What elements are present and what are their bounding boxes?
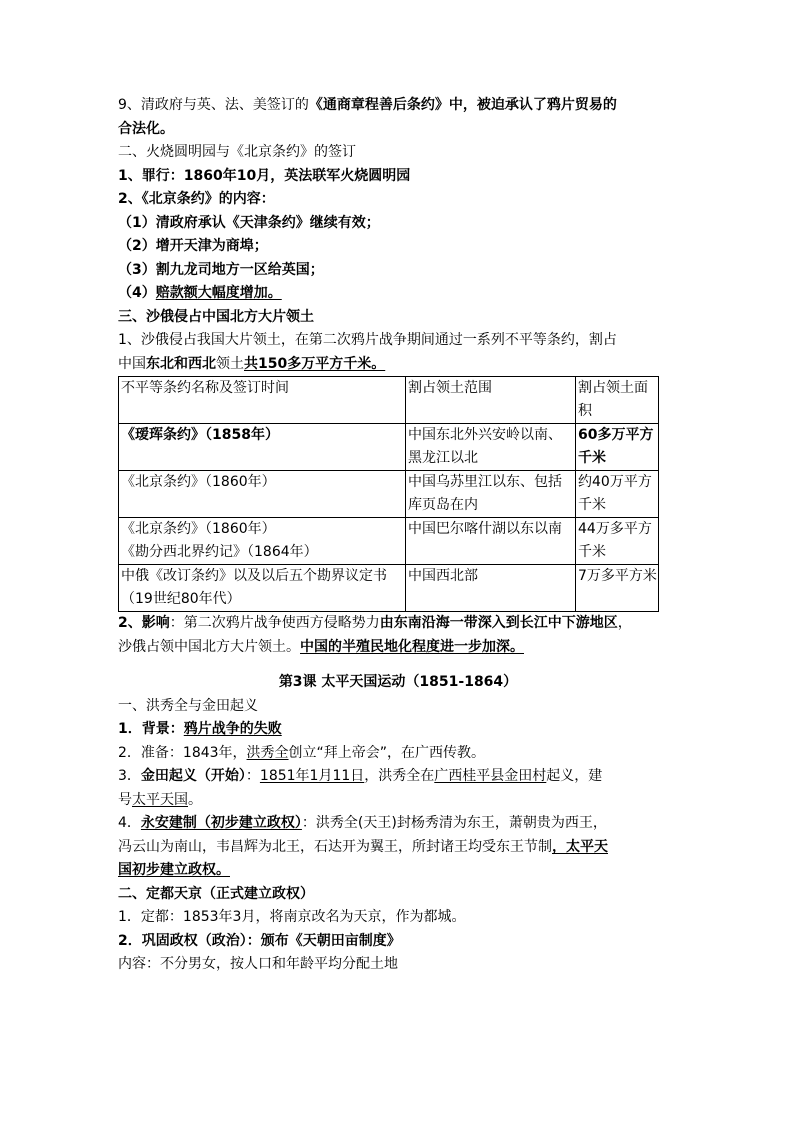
capital-line: 1．定都：1853年3月，将南京改名为天京，作为都城。 <box>118 909 466 925</box>
lesson-heading-1: 一、洪秀全与金田起义 <box>118 697 258 714</box>
table-cell: 《瑷珲条约》（1858年） <box>119 424 406 471</box>
crime-line: 1、罪行：1860年10月，英法联军火烧圆明园 <box>118 167 411 184</box>
bold-text: 1．背景： <box>118 721 184 737</box>
bold-text: 由东南沿海一带深入到长江中下游地区 <box>379 615 618 631</box>
text: 9、清政府与英、法、美签订的 <box>118 97 309 113</box>
table-cell: 中国巴尔喀什湖以东以南 <box>406 518 576 565</box>
underlined-text: 太平天国 <box>132 791 188 808</box>
text: 。 <box>188 791 202 808</box>
table-cell: 中俄《改订条约》以及以后五个勘界议定书（19世纪80年代） <box>119 565 406 612</box>
table-header: 割占领土范围 <box>406 377 576 424</box>
table-header: 不平等条约名称及签订时间 <box>119 377 406 424</box>
table-row <box>119 565 659 612</box>
text: 中国 <box>118 355 146 372</box>
bold-text: 金田起义（开始） <box>140 768 246 784</box>
bold-underlined-text: 中国的半殖民地化程度进一步加深。 <box>300 638 524 655</box>
table-header: 割占领土面积 <box>576 377 659 424</box>
preparation-line <box>118 742 678 766</box>
lesson-heading-2: 二、定都天京（正式建立政权） <box>118 885 314 902</box>
table-cell: 44万多平方千米 <box>576 518 659 565</box>
lesson-title: 第3课 太平天国运动（1851-1864） <box>278 674 518 690</box>
text: 4． <box>118 815 141 831</box>
text: ，洪秀全在 <box>364 768 435 784</box>
underlined-text: 洪秀全 <box>246 744 289 761</box>
consolidate-line <box>118 930 678 954</box>
spacer <box>118 659 678 671</box>
treaty-table <box>118 376 659 612</box>
table-row <box>119 471 659 518</box>
content-item-2: （2）增开天津为商埠； <box>118 238 268 254</box>
table-cell: 《北京条约》（1860年） <box>119 471 406 518</box>
bold-underlined-text: 永安建制（初步建立政权） <box>140 815 302 831</box>
text: ， <box>617 615 632 631</box>
treaty-line-1 <box>118 94 678 118</box>
content-item-3: （3）割九龙司地方一区给英国； <box>118 261 324 278</box>
text: 3． <box>118 768 141 784</box>
underlined-text: 赔款额大幅度增加。 <box>155 285 282 301</box>
text: （4） <box>118 285 156 301</box>
bold-text: 《天朝田亩制度》 <box>288 932 401 949</box>
underlined-text: 1851年1月11日 <box>259 768 365 784</box>
text: 沙俄占领中国北方大片领土。 <box>118 638 300 655</box>
bold-underlined-text: 共150多万平方千米。 <box>244 355 386 372</box>
treaty-line-2: 合法化。 <box>118 120 174 137</box>
impact-line-1 <box>118 612 678 636</box>
table-cell: 约40万平方千米 <box>576 471 659 518</box>
yongan-line-3: 国初步建立政权。 <box>118 862 230 878</box>
russia-line-1: 1、沙俄侵占我国大片领土，在第二次鸦片战争期间通过一系列不平等条约，割占 <box>118 332 617 348</box>
table-header-row <box>119 377 659 424</box>
content-line: 内容：不分男女，按人口和年龄平均分配土地 <box>118 956 398 972</box>
text: 创立“拜上帝会”，在广西传教。 <box>288 744 486 761</box>
content-item-4 <box>118 282 678 306</box>
table-cell: 7万多平方米 <box>576 565 659 612</box>
cell-line: 《北京条约》（1860年） <box>121 521 276 537</box>
text: 起义，建 <box>546 768 603 784</box>
document-page <box>118 94 678 977</box>
text: ： <box>245 768 260 784</box>
text: 号 <box>118 791 132 808</box>
bold-text: 东北和西北 <box>146 355 216 372</box>
text: 冯云山为南山，韦昌辉为北王，石达开为翼王，所封诸王均受东王节制 <box>118 838 552 855</box>
impact-line-2 <box>118 636 678 660</box>
text: ：洪秀全(天王)封杨秀清为东王，萧朝贵为西王， <box>301 815 607 831</box>
yongan-line-2 <box>118 836 678 860</box>
table-cell <box>119 518 406 565</box>
yongan-line-1 <box>118 812 678 836</box>
underlined-text: 广西桂平县金田村 <box>434 768 547 784</box>
bold-text: 2、影响 <box>118 615 170 631</box>
treaty-contents-title: 2、《北京条约》的内容： <box>118 191 275 207</box>
text: ：第二次鸦片战争使西方侵略势力 <box>169 615 380 631</box>
table-cell: 中国乌苏里江以东、包括库页岛在内 <box>406 471 576 518</box>
text: 领土 <box>216 355 244 372</box>
russia-line-2 <box>118 353 678 377</box>
bold-text: 2．巩固政权（政治）：颁布 <box>118 932 289 949</box>
bold-underlined-text: 鸦片战争的失败 <box>183 721 282 737</box>
table-cell: 60多万平方千米 <box>576 424 659 471</box>
jintian-line-1 <box>118 765 678 789</box>
table-cell: 中国西北部 <box>406 565 576 612</box>
section-heading-2: 二、火烧圆明园与《北京条约》的签订 <box>118 144 356 160</box>
cell-line: 《勘分西北界约记》（1864年） <box>121 544 318 560</box>
section-heading-3: 三、沙俄侵占中国北方大片领土 <box>118 308 314 325</box>
content-item-1: （1）清政府承认《天津条约》继续有效； <box>118 214 380 231</box>
table-row <box>119 518 659 565</box>
text: 2．准备：1843年， <box>118 744 247 761</box>
bold-text: 《通商章程善后条约》中，被迫承认了鸦片贸易的 <box>308 97 617 113</box>
bold-underlined-text: ，太平天 <box>552 838 608 855</box>
table-row <box>119 424 659 471</box>
jintian-line-2 <box>118 789 678 813</box>
table-cell: 中国东北外兴安岭以南、黑龙江以北 <box>406 424 576 471</box>
background-line <box>118 718 678 742</box>
